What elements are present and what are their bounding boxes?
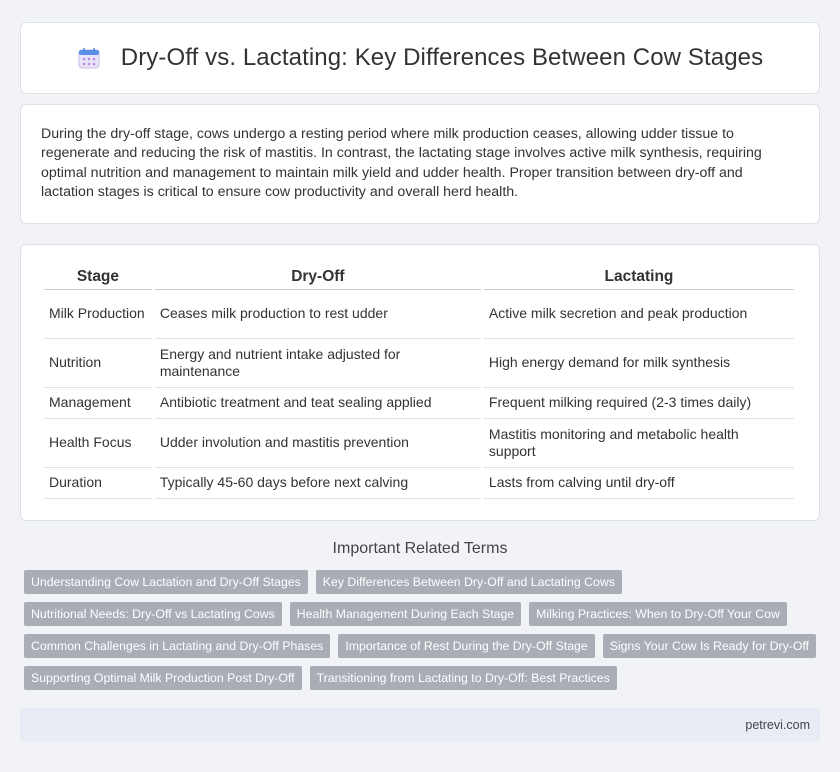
related-term-link[interactable]: Signs Your Cow Is Ready for Dry-Off [603,634,816,658]
column-header-stage: Stage [44,264,152,290]
related-term-link[interactable]: Key Differences Between Dry-Off and Lactating Cows [316,570,622,594]
related-term-link[interactable]: Nutritional Needs: Dry-Off vs Lactating Cows [24,602,282,626]
comparison-table-card [20,244,820,521]
table-row [44,419,794,468]
lactating-cell: Frequent milking required (2-3 times daily) [484,388,794,419]
footer-site-name: petrevi.com [745,718,810,732]
dry-off-cell: Energy and nutrient intake adjusted for maintenance [155,339,481,388]
dry-off-cell: Ceases milk production to rest udder [155,290,481,339]
intro-card [20,104,820,224]
row-label: Nutrition [44,339,152,388]
lactating-cell: Lasts from calving until dry-off [484,468,794,499]
dry-off-cell: Typically 45-60 days before next calving [155,468,481,499]
header-card [20,22,820,94]
row-label: Milk Production [44,290,152,339]
related-term-link[interactable]: Transitioning from Lactating to Dry-Off: Best Practices [310,666,617,690]
table-row [44,290,794,339]
dry-off-cell: Udder involution and mastitis prevention [155,419,481,468]
row-label: Management [44,388,152,419]
column-header-dry-off: Dry-Off [155,264,481,290]
related-term-link[interactable]: Milking Practices: When to Dry-Off Your Cow [529,602,787,626]
related-term-link[interactable]: Health Management During Each Stage [290,602,521,626]
page-title: Dry-Off vs. Lactating: Key Differences Between Cow Stages [120,44,764,71]
table-row [44,468,794,499]
lactating-cell: Mastitis monitoring and metabolic health support [484,419,794,468]
row-label: Health Focus [44,419,152,468]
lactating-cell: Active milk secretion and peak production [484,290,794,339]
intro-paragraph: During the dry-off stage, cows undergo a resting period where milk production ceases, allowing udder tissue to regenerate and reducing the risk of mastitis. In contrast, the lactating stage involves active milk synthesis, requiring optimal nutrition and management to maintain milk yield and udder health. Proper transition between dry-off and lactation stages is critical to ensure cow productivity and overall herd health. [41,126,762,201]
related-term-link[interactable]: Supporting Optimal Milk Production Post Dry-Off [24,666,302,690]
related-terms-tags [20,570,820,690]
column-header-lactating: Lactating [484,264,794,290]
related-terms-section [20,540,820,690]
related-terms-title: Important Related Terms [332,540,508,557]
calendar-icon [77,46,101,70]
table-header-row [44,264,794,290]
row-label: Duration [44,468,152,499]
table-row [44,388,794,419]
lactating-cell: High energy demand for milk synthesis [484,339,794,388]
footer [20,708,820,742]
related-term-link[interactable]: Common Challenges in Lactating and Dry-Off Phases [24,634,330,658]
comparison-table [41,264,797,499]
table-row [44,339,794,388]
related-term-link[interactable]: Understanding Cow Lactation and Dry-Off Stages [24,570,308,594]
related-term-link[interactable]: Importance of Rest During the Dry-Off Stage [338,634,594,658]
dry-off-cell: Antibiotic treatment and teat sealing applied [155,388,481,419]
